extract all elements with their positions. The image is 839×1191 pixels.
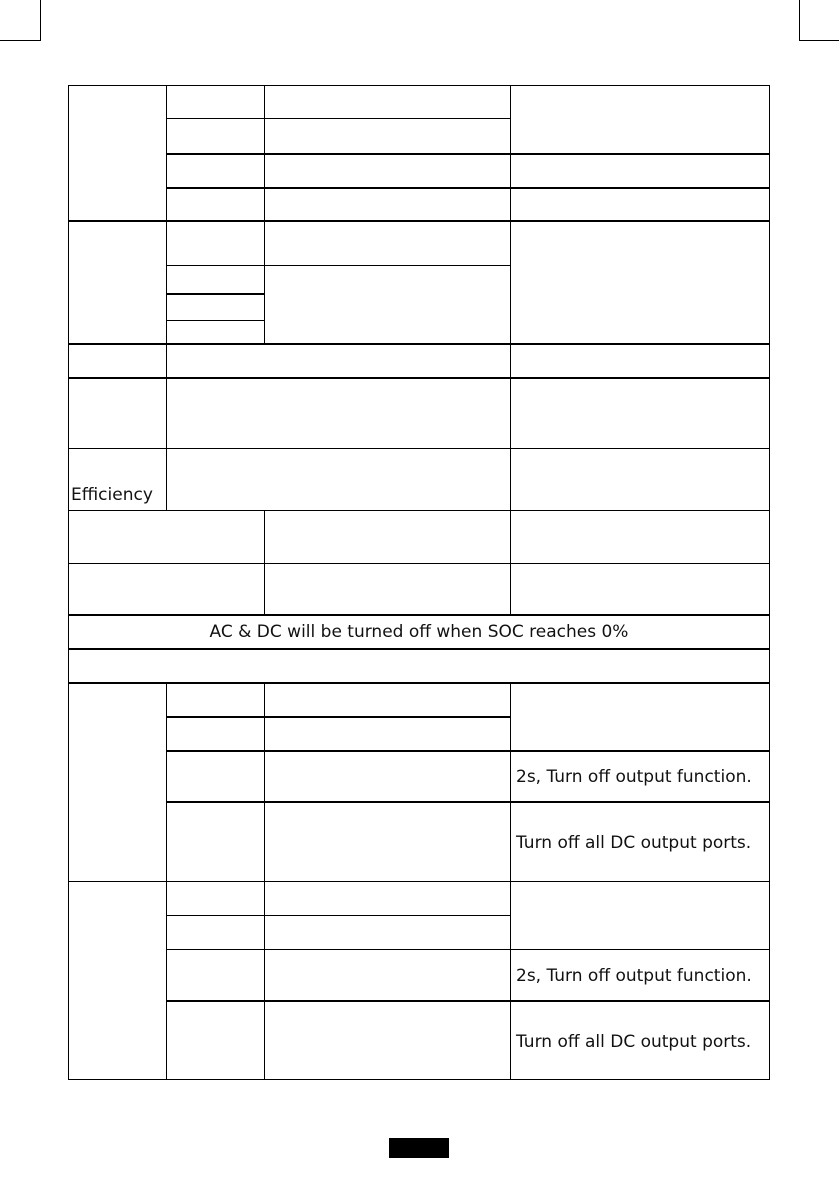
row-divider [68,377,770,379]
column-divider [264,683,265,1080]
column-divider [166,344,167,510]
sub-row-divider [166,801,770,803]
row-divider [68,682,770,684]
sub-row-divider [166,265,510,266]
row-divider [68,881,770,882]
row-divider [68,343,770,345]
page-number-marker [389,1138,449,1158]
sub-row-divider [166,118,510,119]
sub-row-divider [166,750,770,752]
sub-row-divider [166,915,510,916]
column-divider [166,683,167,1080]
efficiency-label: Efficiency [71,485,153,505]
sub-row-divider [166,187,770,189]
protection-note-3: 2s, Turn off output function. [516,966,752,986]
sub-row-divider [166,153,770,155]
column-divider [166,85,167,344]
protection-note-2: Turn off all DC output ports. [516,833,752,853]
crop-mark-top-left [0,0,41,41]
row-divider [68,563,770,564]
row-divider [68,220,770,222]
column-divider [510,85,511,614]
sub-row-divider [166,293,264,295]
soc-note: AC & DC will be turned off when SOC reaches 0% [209,622,629,642]
sub-row-divider [166,949,770,950]
row-divider [68,448,770,449]
column-divider [264,511,265,614]
column-divider [510,683,511,1080]
protection-note-4: Turn off all DC output ports. [516,1032,752,1052]
crop-mark-top-right [799,0,839,41]
sub-row-divider [166,320,264,321]
sub-row-divider [166,1000,770,1002]
spec-table [68,85,770,1080]
protection-note-1: 2s, Turn off output function. [516,767,752,787]
row-divider [68,510,770,511]
sub-row-divider [166,716,510,718]
column-divider [264,85,265,344]
